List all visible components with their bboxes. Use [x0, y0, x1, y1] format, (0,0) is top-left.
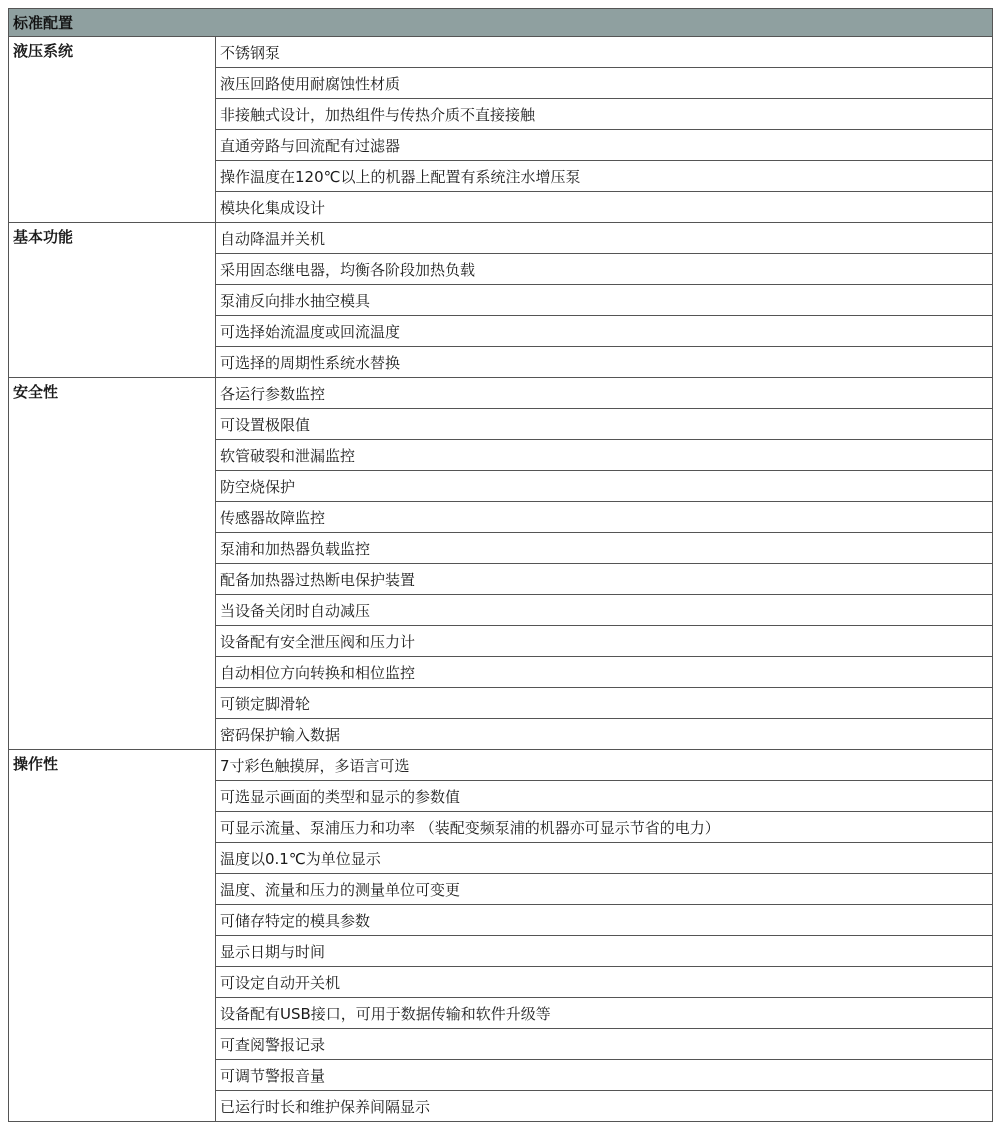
- feature-cell: 配备加热器过热断电保护装置: [216, 564, 993, 595]
- feature-cell: 可储存特定的模具参数: [216, 905, 993, 936]
- feature-cell: 自动降温并关机: [216, 223, 993, 254]
- feature-cell: 各运行参数监控: [216, 378, 993, 409]
- feature-cell: 设备配有安全泄压阀和压力计: [216, 626, 993, 657]
- table-row: [9, 223, 993, 254]
- feature-cell: 传感器故障监控: [216, 502, 993, 533]
- feature-cell: 温度以0.1℃为单位显示: [216, 843, 993, 874]
- feature-cell: 自动相位方向转换和相位监控: [216, 657, 993, 688]
- feature-cell: 已运行时长和维护保养间隔显示: [216, 1091, 993, 1122]
- category-cell: 基本功能: [9, 223, 216, 378]
- feature-cell: 7寸彩色触摸屏，多语言可选: [216, 750, 993, 781]
- category-cell: 安全性: [9, 378, 216, 750]
- feature-cell: 显示日期与时间: [216, 936, 993, 967]
- feature-cell: 可选择的周期性系统水替换: [216, 347, 993, 378]
- feature-cell: 直通旁路与回流配有过滤器: [216, 130, 993, 161]
- category-cell: 操作性: [9, 750, 216, 1122]
- feature-cell: 泵浦和加热器负载监控: [216, 533, 993, 564]
- feature-cell: 软管破裂和泄漏监控: [216, 440, 993, 471]
- feature-cell: 非接触式设计，加热组件与传热介质不直接接触: [216, 99, 993, 130]
- feature-cell: 模块化集成设计: [216, 192, 993, 223]
- table-row: [9, 378, 993, 409]
- feature-cell: 密码保护输入数据: [216, 719, 993, 750]
- category-cell: 液压系统: [9, 37, 216, 223]
- feature-cell: 采用固态继电器，均衡各阶段加热负载: [216, 254, 993, 285]
- feature-cell: 可显示流量、泵浦压力和功率 （装配变频泵浦的机器亦可显示节省的电力）: [216, 812, 993, 843]
- feature-cell: 当设备关闭时自动减压: [216, 595, 993, 626]
- table-title: 标准配置: [9, 9, 993, 37]
- feature-cell: 可设定自动开关机: [216, 967, 993, 998]
- feature-cell: 可查阅警报记录: [216, 1029, 993, 1060]
- feature-cell: 不锈钢泵: [216, 37, 993, 68]
- table-row: [9, 750, 993, 781]
- feature-cell: 可选择始流温度或回流温度: [216, 316, 993, 347]
- table-row: [9, 37, 993, 68]
- table-body: [9, 37, 993, 1122]
- feature-cell: 可锁定脚滑轮: [216, 688, 993, 719]
- feature-cell: 液压回路使用耐腐蚀性材质: [216, 68, 993, 99]
- feature-cell: 可设置极限值: [216, 409, 993, 440]
- feature-cell: 设备配有USB接口，可用于数据传输和软件升级等: [216, 998, 993, 1029]
- feature-cell: 温度、流量和压力的测量单位可变更: [216, 874, 993, 905]
- standard-config-table: [8, 8, 993, 1122]
- feature-cell: 操作温度在120℃以上的机器上配置有系统注水增压泵: [216, 161, 993, 192]
- table-header-row: [9, 9, 993, 37]
- feature-cell: 防空烧保护: [216, 471, 993, 502]
- feature-cell: 可选显示画面的类型和显示的参数值: [216, 781, 993, 812]
- feature-cell: 可调节警报音量: [216, 1060, 993, 1091]
- feature-cell: 泵浦反向排水抽空模具: [216, 285, 993, 316]
